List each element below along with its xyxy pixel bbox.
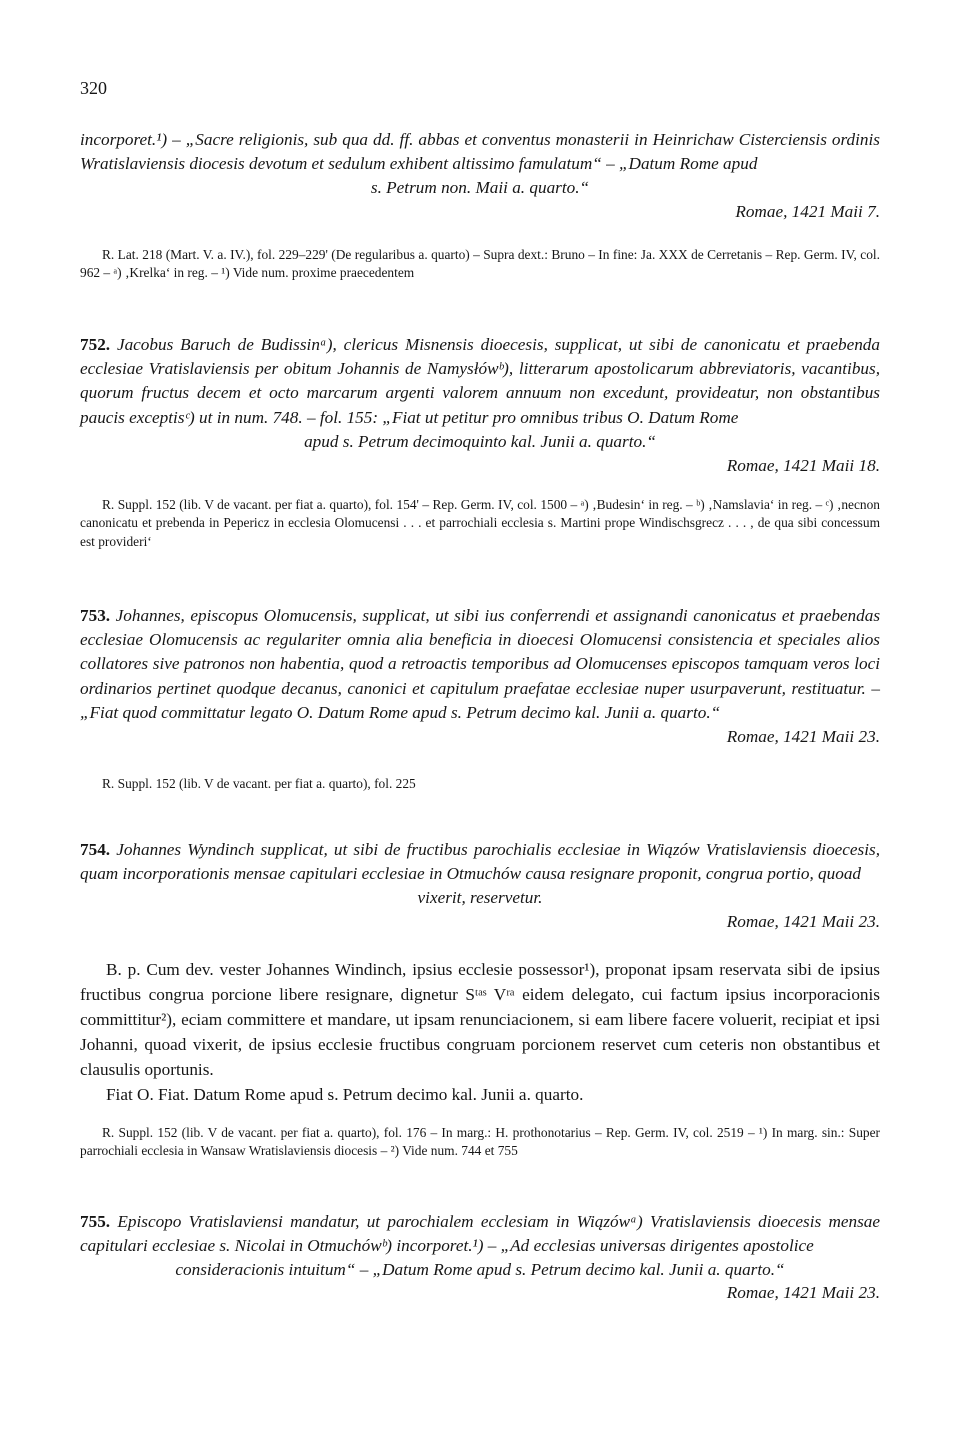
entry-754-apparatus — [80, 1124, 880, 1161]
entry-755-text: Episcopo Vratislaviensi mandatur, ut parochialem ecclesiam in Wiązówᵃ) Vratislaviensis dioecesis mensae capitulari ecclesiae s. Nicolai in Otmuchówᵇ) incorporet.¹) – „Ad ecclesias universas dirigentes apostolice — [80, 1212, 881, 1256]
entry-754-document-text — [80, 957, 880, 1107]
previous-entry-center-line: s. Petrum non. Maii a. quarto.“ — [370, 178, 590, 198]
previous-entry-date: Romae, 1421 Maii 7. — [735, 202, 880, 221]
entry-754-regest — [80, 838, 880, 911]
entry-755-date: Romae, 1421 Maii 23. — [726, 1283, 880, 1302]
entry-752-center-line: apud s. Petrum decimoquinto kal. Junii a. quarto.“ — [304, 431, 656, 451]
entry-754-apparatus-text: R. Suppl. 152 (lib. V de vacant. per fiat a. quarto), fol. 176 – In marg.: H. prothonotarius – Rep. Germ. IV, col. 2519 – ¹) In marg. sin.: Super parrochiali ecclesia in Wansaw Wratislaviensis diocesis – ²) Vide num. 744 et 755 — [80, 1125, 880, 1159]
entry-752-text: Jacobus Baruch de Budissinᵃ), clericus Misnensis dioecesis, supplicat, ut sibi de canonicatu et praebenda ecclesiae Vratislaviensis per obitum Johannis de Namysłówᵇ), litterarum apostolicarum abbreviatoris, vacantibus, quorum fructus decem et octo marcarum argenti valorem annuum non excedunt, provideatur, non obstantibus paucis exceptisᶜ) ut in num. 748. – fol. 155: „Fiat ut petitur pro omnibus tribus O. Datum Rome — [80, 335, 880, 427]
entry-753-apparatus — [80, 775, 880, 793]
entry-753-regest — [80, 604, 880, 725]
entry-752-apparatus-text: R. Suppl. 152 (lib. V de vacant. per fiat a. quarto), fol. 154' – Rep. Germ. IV, col. 1500 – ᵃ) ‚Budesin‘ in reg. – ᵇ) ‚Namslavia‘ in reg. – ᶜ) ‚necnon canonicatu et prebenda in Pepericz in ecclesia Olomucensi . . . et parrochiali ecclesia s. Martini prope Windischsgrecz . . . , de qua sibi concessum est provideri‘ — [80, 497, 880, 549]
previous-entry-apparatus — [80, 246, 880, 283]
entry-755-number: 755. — [80, 1212, 111, 1231]
entry-753-number: 753. — [80, 606, 111, 625]
entry-754-text: Johannes Wyndinch supplicat, ut sibi de fructibus parochialis ecclesiae in Wiązów Vratislaviensis dioecesis, quam incorporationis mensae capitulari ecclesiae in Otmuchów causa resignare proponit, congrua portio, quoad — [80, 840, 881, 884]
entry-754-fiat-paragraph: Fiat O. Fiat. Datum Rome apud s. Petrum decimo kal. Junii a. quarto. — [106, 1085, 584, 1104]
entry-754-center-line: vixerit, reservetur. — [417, 888, 543, 908]
entry-754-body-paragraph: B. p. Cum dev. vester Johannes Windinch, ipsius ecclesie possessor¹), proponat ipsam reservata sibi de ipsius fructibus congrua porcione libere resignare, dignetur Sᵗᵃˢ Vʳᵃ eidem delegato, cui factum ipsius incorporacionis committitur²), eciam committere et mandare, ut ipsam renunciacionem, si eam libere facere voluerit, recipiat et ipsi Johanni, quoad vixerit, de ipsius ecclesie fructibus congruam porcionem reservet cum ceteris non obstantibus et clausulis oportunis. — [80, 960, 880, 1079]
entry-755-regest — [80, 1210, 880, 1283]
previous-entry-text — [80, 128, 880, 201]
entry-753-apparatus-text: R. Suppl. 152 (lib. V de vacant. per fiat a. quarto), fol. 225 — [102, 776, 416, 791]
entry-753-date: Romae, 1421 Maii 23. — [726, 727, 880, 746]
previous-entry-apparatus-text: R. Lat. 218 (Mart. V. a. IV.), fol. 229–229' (De regularibus a. quarto) – Supra dext.: Bruno – In fine: Ja. XXX de Cerretanis – Rep. Germ. IV, col. 962 – ᵃ) ‚Krelka‘ in reg. – ¹) Vide num. proxime praecedentem — [80, 247, 880, 281]
entry-753-text: Johannes, episcopus Olomucensis, supplicat, ut sibi ius conferrendi et assignandi canonicatus et praebendas ecclesiae Olomucensis ac regulariter omnia alia beneficia in dioecesi Olomucensi consistencia et speciales alios collatores sive patronos non habentia, quod a retroactis temporibus ad Olomucenses episcopos tamquam veros loci ordinarios pertinet quodque decanus, canonici et capitulum praefatae ecclesiae nuper usurpaverunt, restituatur. – „Fiat quod committatur legato O. Datum Rome apud s. Petrum decimo kal. Junii a. quarto.“ — [80, 606, 881, 722]
entry-754-number: 754. — [80, 840, 111, 859]
entry-752-date: Romae, 1421 Maii 18. — [726, 456, 880, 475]
entry-752-apparatus — [80, 496, 880, 551]
entry-754-date: Romae, 1421 Maii 23. — [726, 912, 880, 931]
entry-752-number: 752. — [80, 335, 111, 354]
page-number: 320 — [80, 78, 107, 98]
entry-752-regest — [80, 333, 880, 454]
entry-755-center-line: consideracionis intuitum“ – „Datum Rome apud s. Petrum decimo kal. Junii a. quarto.“ — [175, 1260, 785, 1280]
previous-entry-body: incorporet.¹) – „Sacre religionis, sub qua dd. ff. abbas et conventus monasterii in Heinrichaw Cisterciensis ordinis Wratislaviensis diocesis devotum et sedulum exhibent altissimo famulatum“ – „Datum Rome apud — [80, 130, 880, 174]
document-page — [80, 0, 880, 1447]
